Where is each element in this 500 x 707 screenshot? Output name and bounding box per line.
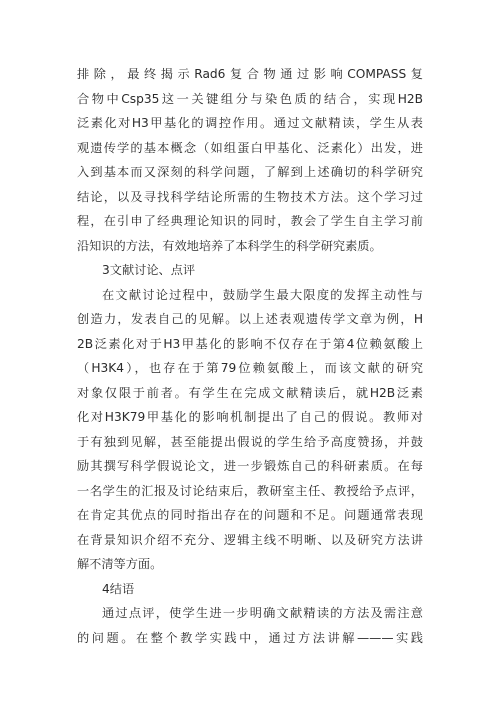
text-line: 沿知识的方法，有效地培养了本科学生的科学研究素质。 xyxy=(77,238,382,253)
text-line: 在文献讨论过程中，鼓励学生最大限度的发挥主动性与 xyxy=(102,287,423,302)
text-line: （H3K4），也存在于第79位赖氨酸上，而该文献的研究 xyxy=(77,361,423,375)
text-line: 励其撰写科学假说论文，进一步锻炼自己的科研素质。在每 xyxy=(77,459,423,473)
section-heading: 3文献讨论、点评 xyxy=(102,263,196,277)
text-line: 对象仅限于前者。有学生在完成文献精读后，就H2B泛素 xyxy=(77,385,423,400)
text-line: 排除，最终揭示Rad6复合物通过影响COMPASS复 xyxy=(77,67,423,81)
text-line: 通过点评，使学生进一步明确文献精读的方法及需注意 xyxy=(102,606,423,620)
text-line: 结论，以及寻找科学结论所需的生物技术方法。这个学习过 xyxy=(77,189,423,204)
text-line: 化对H3K79甲基化的影响机制提出了自己的假说。教师对 xyxy=(77,410,423,424)
text-line: 在肯定其优点的同时指出存在的问题和不足。问题通常表现 xyxy=(77,508,423,522)
text-line: 程，在引申了经典理论知识的同时，教会了学生自主学习前 xyxy=(77,214,423,228)
section-heading: 4结语 xyxy=(102,581,135,596)
text-line: 解不清等方面。 xyxy=(77,557,163,571)
text-line: 于有独到见解，甚至能提出假说的学生给予高度赞扬，并鼓 xyxy=(77,434,423,449)
text-line: 的问题。在整个教学实践中，通过方法讲解———实践 xyxy=(77,630,423,645)
text-line: 2B泛素化对于H3甲基化的影响不仅存在于第4位赖氨酸上 xyxy=(77,336,423,351)
text-line: 泛素化对H3甲基化的调控作用。通过文献精读，学生从表 xyxy=(77,116,423,130)
text-line: 一名学生的汇报及讨论结束后，教研室主任、教授给予点评， xyxy=(77,483,423,498)
text-line: 创造力，发表自己的见解。以上述表观遗传学文章为例，H xyxy=(77,312,423,326)
text-line: 入到基本而又深刻的科学问题，了解到上述确切的科学研究 xyxy=(77,165,423,179)
text-line: 在背景知识介绍不充分、逻辑主线不明晰、以及研究方法讲 xyxy=(77,532,423,547)
body-text xyxy=(77,62,423,650)
text-line: 观遗传学的基本概念（如组蛋白甲基化、泛素化）出发，进 xyxy=(77,140,423,155)
text-line: 合物中Csp35这一关键组分与染色质的结合，实现H2B xyxy=(77,91,423,106)
